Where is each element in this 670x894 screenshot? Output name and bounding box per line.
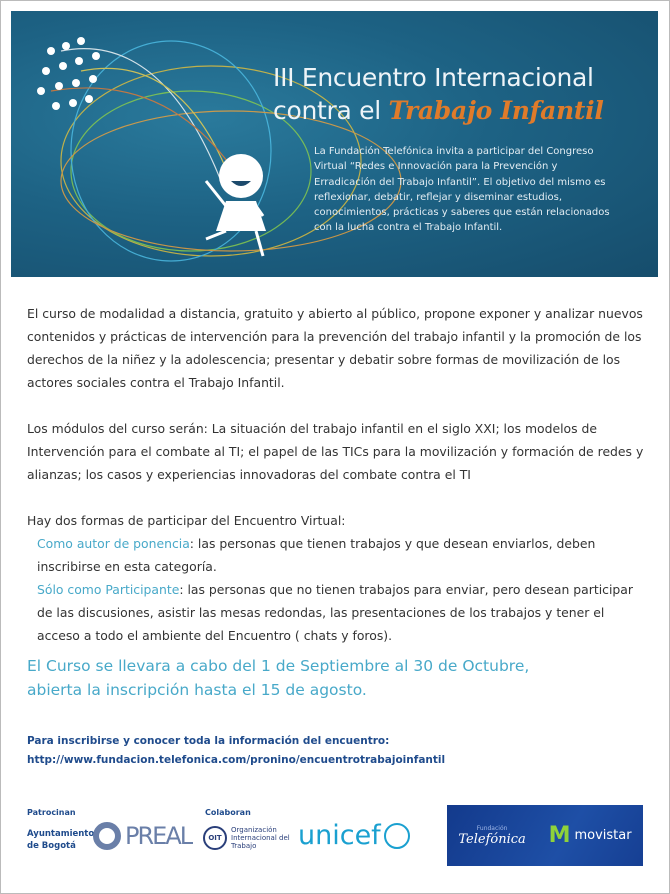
title-accent: Trabajo Infantil	[388, 96, 604, 125]
main-content	[27, 302, 647, 647]
telefonica-movistar-logo	[447, 805, 643, 866]
paragraph-1: El curso de modalidad a distancia, gratuito y abierto al público, propone exponer y analizar nuevos contenidos y prácticas de intervención para la prevención del trabajo infantil y la promoción de los derechos de la niñez y la adolescencia; presentar y debatir sobre formas de movilización de los actores sociales contra el Trabajo Infantil.	[27, 306, 643, 390]
dates-notice	[27, 654, 529, 702]
preal-text: PREAL	[125, 822, 192, 850]
option-author-text: : las personas que tienen trabajos y que desean enviarlos, deben inscribirse en esta categoría.	[37, 536, 596, 574]
paragraph-2: Los módulos del curso serán: La situación del trabajo infantil en el siglo XXI; los modelos de Intervención para el combate al TI; el papel de las TICs para la movilización y formación de redes y alianzas; los casos y experiencias innovadoras del combate contra el TI	[27, 421, 644, 482]
title-line-1: III Encuentro Internacional	[273, 63, 594, 92]
unicef-logo	[298, 820, 410, 851]
bogota-logo: Ayuntamiento de Bogotá	[27, 829, 95, 851]
option-participant-text: : las personas que no tienen trabajos para enviar, pero desean participar de las discusiones, asistir las mesas redondas, las presentaciones de los trabajos y tener el acceso a todo el ambiente del Encuentro ( chats y foros).	[37, 582, 633, 643]
dates-line-2: abierta la inscripción hasta el 15 de agosto.	[27, 681, 367, 699]
header-banner	[11, 11, 658, 277]
collaborators-label: Colaboran	[205, 808, 251, 817]
title-line-2: contra el	[273, 96, 389, 125]
oit-logo	[203, 826, 291, 850]
oit-emblem-icon: OIT	[203, 826, 227, 850]
option-participant	[27, 578, 647, 647]
telefonica-text: Telefónica	[458, 831, 526, 847]
registration-text: Para inscribirse y conocer toda la información del encuentro:	[27, 735, 390, 747]
preal-icon	[93, 822, 121, 850]
paragraph-3: Hay dos formas de participar del Encuentro Virtual:	[27, 513, 346, 528]
sponsors-label: Patrocinan	[27, 808, 76, 817]
unicef-emblem-icon	[384, 823, 410, 849]
dates-line-1: El Curso se llevara a cabo del 1 de Septiembre al 30 de Octubre,	[27, 657, 530, 675]
preal-logo	[93, 822, 191, 850]
dots	[37, 37, 100, 110]
oit-text: Organización Internacional del Trabajo	[231, 826, 290, 850]
page-title	[273, 61, 604, 127]
option-author-label: Como autor de ponencia	[37, 536, 190, 551]
fundacion-text: Fundación	[476, 824, 508, 832]
option-participant-label: Sólo como Participante	[37, 582, 180, 597]
unicef-text: unicef	[298, 820, 381, 851]
option-author	[27, 532, 647, 578]
child-figure	[206, 154, 266, 256]
registration-link[interactable]: http://www.fundacion.telefonica.com/pronino/encuentrotrabajoinfantil	[27, 754, 446, 766]
registration-info	[27, 732, 445, 770]
intro-text: La Fundación Telefónica invita a participar del Congreso Virtual “Redes e Innovación para la Prevención y Erradicación del Trabajo Infantil”. El objetivo del mismo es reflexionar, debatir, reflejar y diseminar estudios, conocimientos, prácticas y saberes que están relacionados con la lucha contra el Trabajo Infantil.	[314, 146, 610, 234]
movistar-m-icon: M	[548, 823, 571, 848]
movistar-text: movistar	[574, 828, 632, 843]
